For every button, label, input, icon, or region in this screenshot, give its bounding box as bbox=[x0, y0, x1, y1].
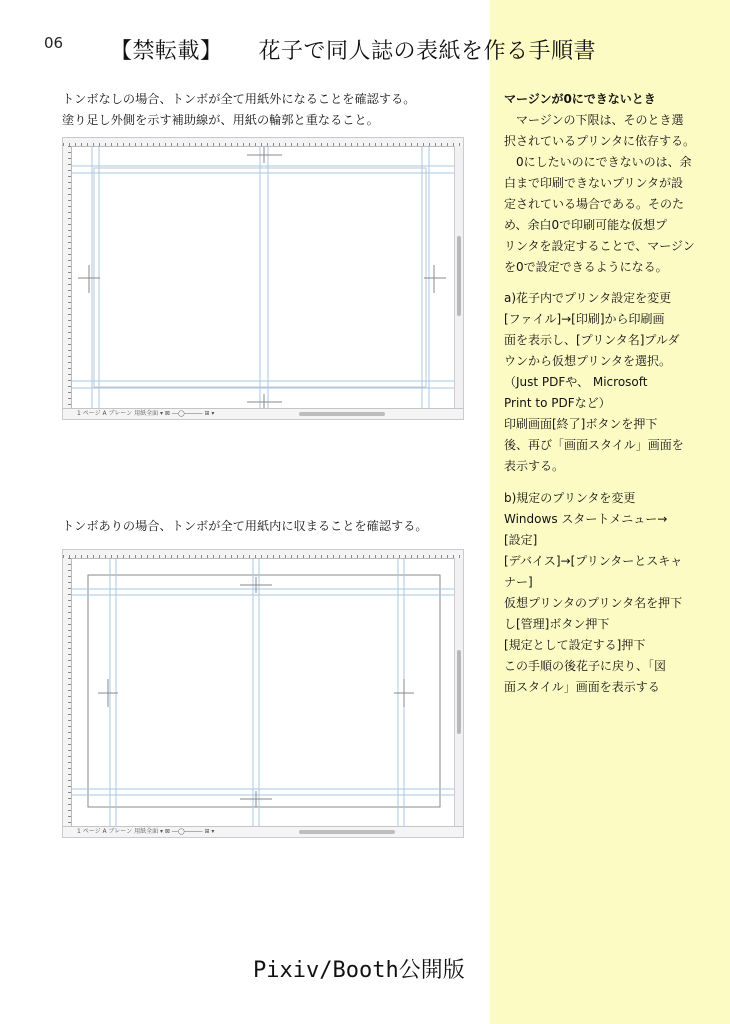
status-bar bbox=[63, 826, 463, 837]
vertical-scrollbar[interactable] bbox=[454, 558, 463, 827]
page-title bbox=[110, 34, 596, 65]
sidebar-p1-line: マージンの下限は、そのとき選 bbox=[504, 113, 684, 127]
option-b-line: この手順の後花子に戻り、「図 bbox=[504, 659, 667, 673]
footer-japanese: 公開版 bbox=[398, 958, 465, 983]
screenshot-with-trim-marks bbox=[62, 549, 464, 838]
option-b-line: し[管理]ボタン押下 bbox=[504, 617, 610, 631]
option-b-line: b)規定のプリンタを変更 bbox=[504, 491, 636, 505]
scrollbar-thumb[interactable] bbox=[457, 236, 461, 316]
sidebar-p2-line: 定されている場合である。そのた bbox=[504, 197, 685, 211]
vertical-scrollbar[interactable] bbox=[454, 146, 463, 409]
footer-label bbox=[253, 953, 465, 984]
screenshot-no-trim-marks bbox=[62, 137, 464, 420]
status-text: 1 ページ A ブレーン 用紙全面 ▾ ⊠ ―◯――― ⊞ ▾ bbox=[77, 828, 215, 835]
option-b-line: [設定] bbox=[504, 533, 538, 547]
sidebar-p1-line: 択されているプリンタに依存する。 bbox=[504, 134, 696, 148]
option-a-line: a)花子内でプリンタ設定を変更 bbox=[504, 291, 672, 305]
caption-no-trim-marks-1: トンボなしの場合、トンボが全て用紙外になることを確認する。 bbox=[62, 92, 416, 106]
trim-marks bbox=[78, 147, 446, 410]
sidebar-p2-line: リンタを設定することで、マージン bbox=[504, 239, 695, 253]
page-outline bbox=[88, 575, 440, 807]
layout-guides bbox=[72, 559, 456, 828]
scrollbar-thumb[interactable] bbox=[457, 650, 461, 734]
option-b-line: [デバイス]→[プリンターとスキャ bbox=[504, 554, 683, 568]
caption-no-trim-marks-2: 塗り足し外側を示す補助線が、用紙の輪郭と重なること。 bbox=[62, 113, 379, 127]
option-a-line: 表示する。 bbox=[504, 459, 565, 473]
option-b-line: 面スタイル」画面を表示する bbox=[504, 680, 660, 694]
option-b-line: [規定として設定する]押下 bbox=[504, 638, 646, 652]
horizontal-ruler bbox=[63, 550, 463, 559]
page-number: 06 bbox=[44, 34, 64, 52]
document-canvas bbox=[72, 147, 454, 408]
vertical-ruler bbox=[63, 146, 72, 409]
horizontal-ruler bbox=[63, 138, 463, 147]
status-text: 1 ページ A ブレーン 用紙全面 ▾ ⊠ ―◯――― ⊞ ▾ bbox=[77, 410, 215, 417]
option-a-line: （Just PDFや、 Microsoft bbox=[504, 375, 648, 389]
horizontal-scrollbar-thumb[interactable] bbox=[299, 830, 395, 834]
sidebar-p2-line: 白まで印刷できないプリンタが設 bbox=[504, 176, 684, 190]
option-b-line: Windows スタートメニュー→ bbox=[504, 512, 668, 526]
sidebar-p2-line: 0にしたいのにできないのは、余 bbox=[504, 155, 692, 169]
option-a-line: 面を表示し、[プリンタ名]プルダ bbox=[504, 333, 680, 347]
trim-marks bbox=[98, 577, 414, 807]
option-a-line: 印刷画面[終了]ボタンを押下 bbox=[504, 417, 658, 431]
horizontal-scrollbar-thumb[interactable] bbox=[299, 412, 385, 416]
layout-guides bbox=[72, 147, 456, 410]
caption-with-trim-marks: トンボありの場合、トンボが全て用紙内に収まることを確認する。 bbox=[62, 519, 428, 533]
title-main: 花子で同人誌の表紙を作る手順書 bbox=[258, 39, 597, 64]
option-a-line: Print to PDFなど） bbox=[504, 396, 611, 410]
vertical-ruler bbox=[63, 558, 72, 827]
option-a-line: [ファイル]→[印刷]から印刷画 bbox=[504, 312, 665, 326]
option-b-line: ナー] bbox=[504, 575, 533, 589]
sidebar-p2-line: を0で設定できるようになる。 bbox=[504, 260, 668, 274]
footer-latin: Pixiv/Booth bbox=[253, 958, 399, 983]
option-a-line: ウンから仮想プリンタを選択。 bbox=[504, 354, 672, 368]
sidebar-heading: マージンが0にできないとき bbox=[504, 92, 656, 106]
document-canvas bbox=[72, 559, 454, 826]
option-b-line: 仮想プリンタのプリンタ名を押下 bbox=[504, 596, 683, 610]
title-notice: 【禁転載】 bbox=[110, 39, 223, 64]
option-a-line: 後、再び「画面スタイル」画面を bbox=[504, 438, 684, 452]
sidebar-p2-line: め、余白0で印刷可能な仮想プ bbox=[504, 218, 668, 232]
status-bar bbox=[63, 408, 463, 419]
